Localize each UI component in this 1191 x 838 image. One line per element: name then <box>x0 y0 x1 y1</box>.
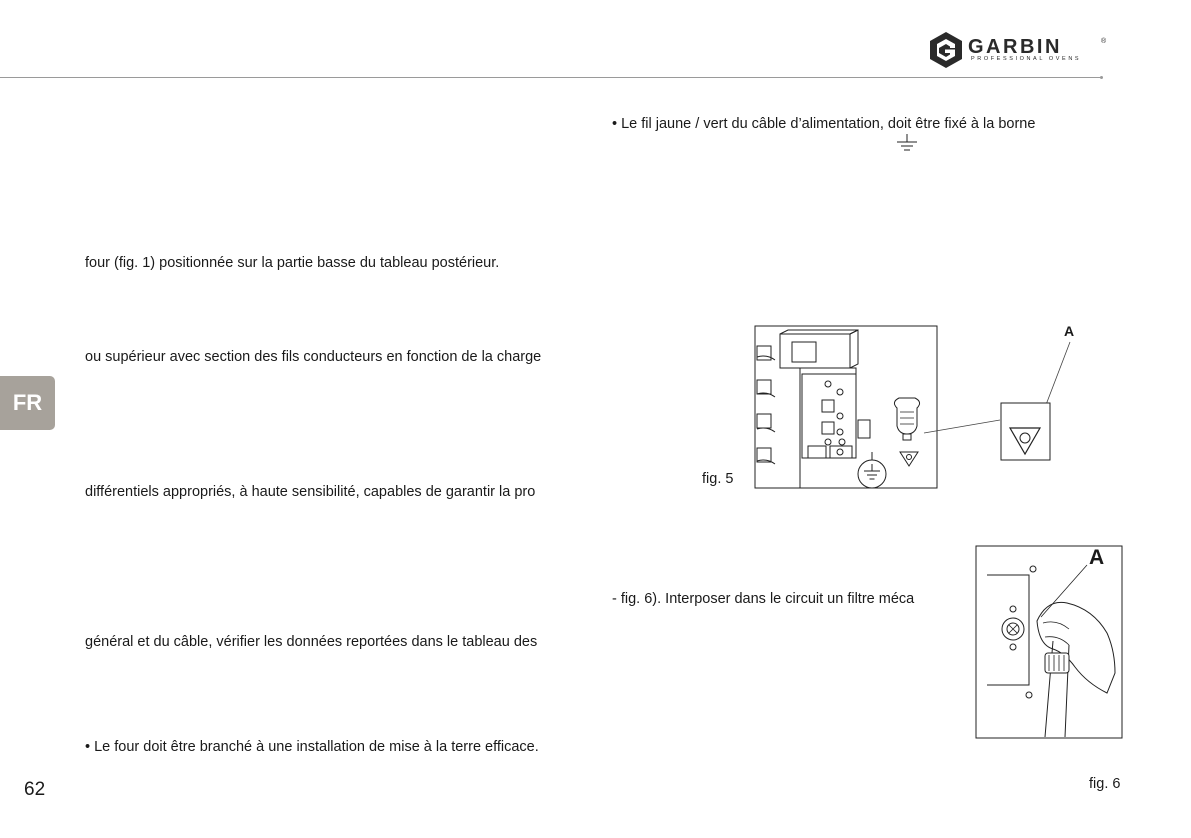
figure-5-leader-line <box>900 320 1090 460</box>
figure-6-label: fig. 6 <box>1089 776 1121 792</box>
figure-6-callout-a: A <box>1089 546 1105 569</box>
brand-tagline: PROFESSIONAL OVENS <box>971 56 1082 62</box>
figure-5-zoom-ground-icon <box>1000 402 1052 462</box>
brand-registered-mark: ® <box>1101 38 1107 45</box>
left-text-line: four (fig. 1) positionnée sur la partie basse du tableau postérieur. <box>85 255 500 271</box>
brand-logo-icon <box>928 31 964 69</box>
left-text-line: différentiels appropriés, à haute sensibilité, capables de garantir la pro <box>85 484 536 500</box>
left-text-line: ou supérieur avec section des fils conducteurs en fonction de la charge <box>85 349 542 365</box>
right-text-line: - fig. 6). Interposer dans le circuit un filtre méca <box>612 591 915 607</box>
left-text-line: général et du câble, vérifier les données reportées dans le tableau des <box>85 634 538 650</box>
right-text-line: • Le fil jaune / vert du câble d’alimentation, doit être fixé à la borne <box>612 116 1036 132</box>
brand-name: GARBIN <box>968 36 1062 58</box>
ground-symbol-icon <box>895 133 919 155</box>
header-rule-dot <box>1100 76 1103 79</box>
figure-5-label: fig. 5 <box>702 471 734 487</box>
header-rule <box>0 77 1102 78</box>
page-number: 62 <box>24 779 46 800</box>
figure-5-callout-a: A <box>1064 323 1075 339</box>
figure-6-filter-diagram <box>975 545 1124 740</box>
language-tab: FR <box>0 376 55 430</box>
left-text-line: • Le four doit être branché à une installation de mise à la terre efficace. <box>85 739 539 755</box>
